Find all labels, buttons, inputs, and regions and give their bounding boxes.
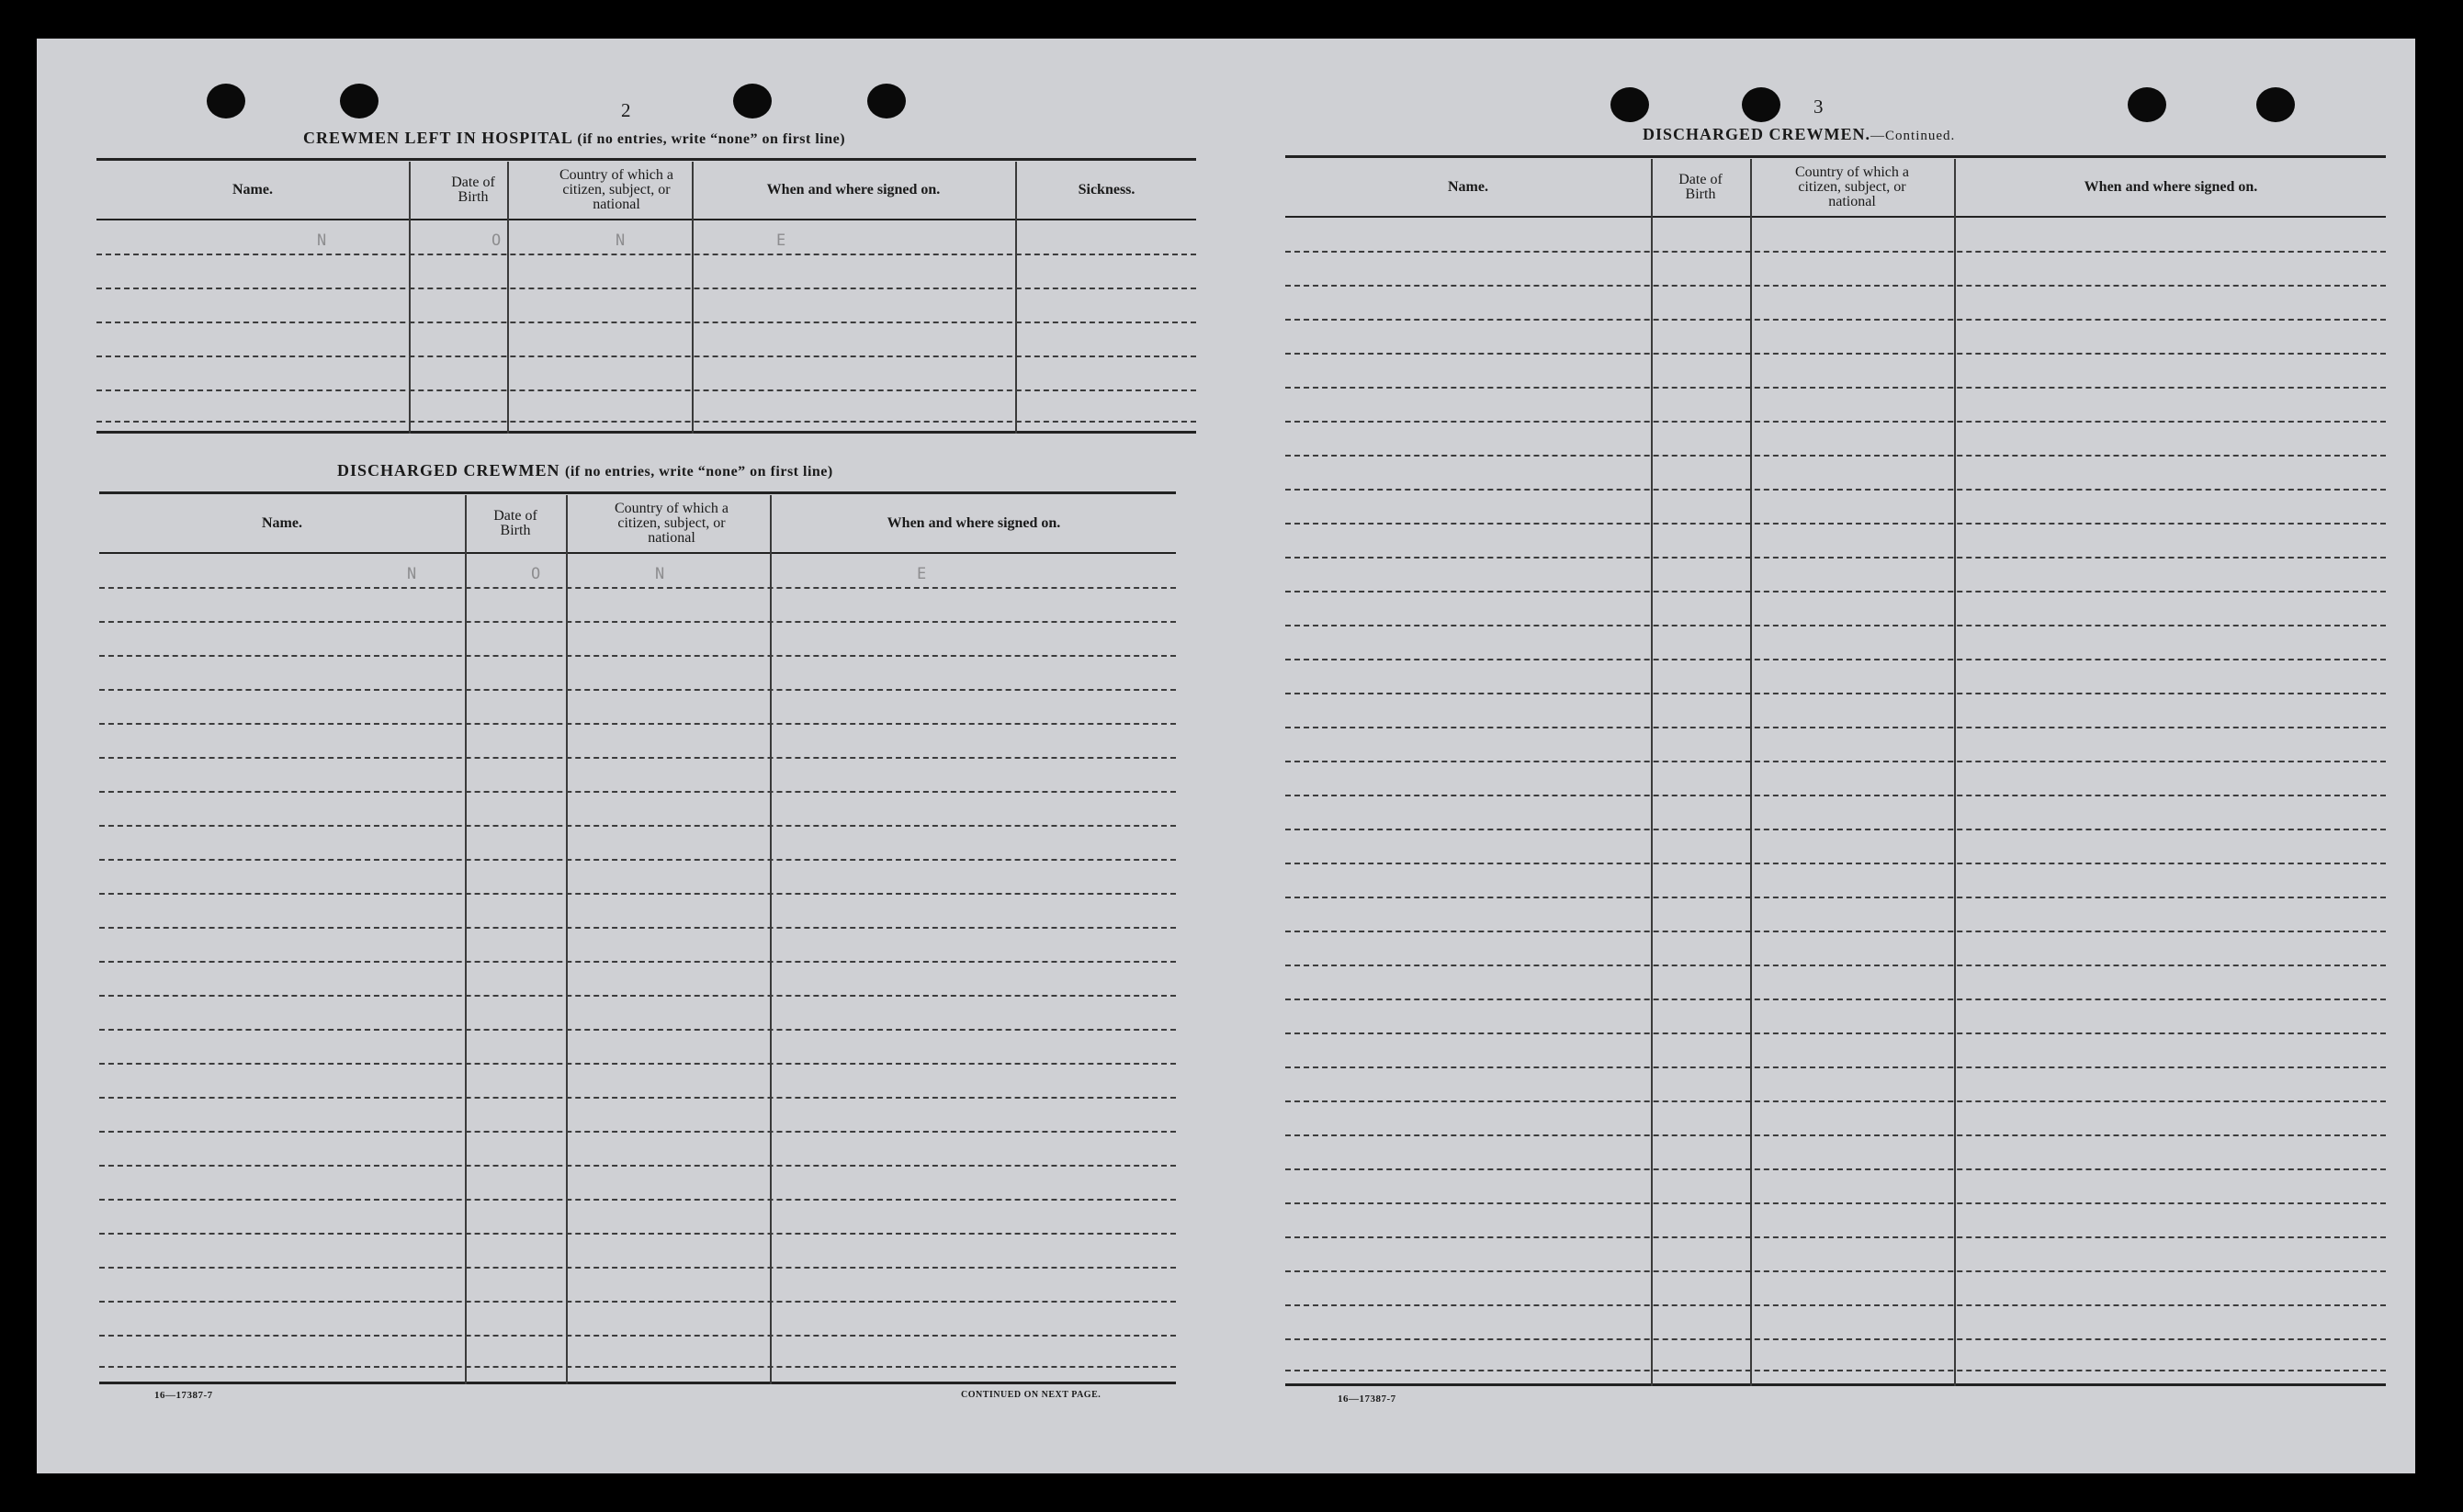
table-row <box>99 1335 1176 1337</box>
table-row <box>99 791 1176 793</box>
table-row <box>1285 1032 2386 1034</box>
table-row <box>1285 1202 2386 1204</box>
table-row <box>99 859 1176 861</box>
table-row <box>99 689 1176 691</box>
hospital-section-title <box>303 129 845 148</box>
table-row <box>1285 1370 2386 1371</box>
table-row <box>99 893 1176 895</box>
table-bottom-rule <box>99 1382 1176 1384</box>
table-top-rule <box>96 158 1196 161</box>
continued-note: CONTINUED ON NEXT PAGE. <box>961 1390 1102 1400</box>
table-row <box>1285 1338 2386 1340</box>
table-row <box>1285 1066 2386 1068</box>
header-name: Name. <box>1448 179 1488 195</box>
table-row <box>1285 829 2386 830</box>
entry-letter: E <box>776 231 786 250</box>
table-row <box>99 1233 1176 1235</box>
table-row <box>1285 455 2386 457</box>
page-number-right: 3 <box>1813 96 1824 118</box>
discharged-title-note: (if no entries, write “none” on first line) <box>565 464 833 480</box>
table-row <box>99 655 1176 657</box>
table-row <box>1285 591 2386 592</box>
discharged-title-text: DISCHARGED CREWMEN <box>337 461 560 480</box>
hospital-title-note: (if no entries, write “none” on first line) <box>577 131 846 147</box>
punch-hole <box>867 84 906 118</box>
punch-hole <box>1742 87 1780 122</box>
entry-letter: O <box>491 231 502 250</box>
continued-title-suffix: —Continued. <box>1870 129 1956 143</box>
page-number-left: 2 <box>621 99 631 121</box>
table-row <box>1285 1304 2386 1306</box>
table-row <box>99 1301 1176 1303</box>
table-row <box>1285 659 2386 660</box>
table-row <box>1285 795 2386 796</box>
entry-letter: N <box>407 565 417 583</box>
table-header-rule <box>1285 216 2386 218</box>
table-row <box>1285 727 2386 728</box>
column-divider <box>465 495 467 1384</box>
table-row <box>1285 863 2386 864</box>
table-header-rule <box>96 219 1196 220</box>
header-sickness: Sickness. <box>1078 182 1135 197</box>
table-bottom-rule <box>96 431 1196 434</box>
table-row <box>99 723 1176 725</box>
column-divider <box>507 162 509 434</box>
table-row <box>1285 1168 2386 1170</box>
table-row <box>99 757 1176 759</box>
discharged-table-right <box>1285 155 2386 1386</box>
entry-letter: O <box>531 565 541 583</box>
table-row <box>99 1267 1176 1269</box>
table-row <box>1285 387 2386 389</box>
column-divider <box>770 495 772 1384</box>
table-row <box>1285 965 2386 966</box>
column-divider <box>566 495 568 1384</box>
hospital-title-text: CREWMEN LEFT IN HOSPITAL <box>303 129 572 147</box>
form-number-right: 16—17387-7 <box>1338 1394 1396 1405</box>
column-divider <box>409 162 411 434</box>
table-row <box>96 389 1196 391</box>
table-row <box>99 825 1176 827</box>
table-row <box>1285 421 2386 423</box>
header-country: Country of which a citizen, subject, or national <box>615 501 729 546</box>
table-row <box>1285 931 2386 932</box>
table-row <box>1285 251 2386 253</box>
table-row <box>99 927 1176 929</box>
table-row <box>1285 999 2386 1000</box>
punch-hole <box>340 84 378 118</box>
table-row <box>96 421 1196 423</box>
header-date-of-birth: Date of Birth <box>451 175 495 205</box>
entry-letter: N <box>655 565 665 583</box>
entry-letter: N <box>317 231 327 250</box>
punch-hole <box>1610 87 1649 122</box>
punch-hole <box>733 84 772 118</box>
entry-letter: N <box>616 231 626 250</box>
table-row <box>99 961 1176 963</box>
header-signed-on: When and where signed on. <box>766 182 941 197</box>
continued-title-text: DISCHARGED CREWMEN. <box>1643 125 1871 143</box>
table-row <box>96 288 1196 289</box>
table-row <box>1285 897 2386 898</box>
table-row <box>99 1165 1176 1167</box>
header-date-of-birth: Date of Birth <box>493 508 537 538</box>
table-row <box>1285 761 2386 762</box>
table-row <box>1285 625 2386 626</box>
table-row <box>1285 557 2386 559</box>
table-row <box>1285 353 2386 355</box>
header-name: Name. <box>232 182 273 197</box>
table-row <box>99 1097 1176 1099</box>
table-row <box>99 1131 1176 1133</box>
table-row <box>1285 1134 2386 1136</box>
table-row <box>99 1029 1176 1031</box>
table-header-rule <box>99 552 1176 554</box>
continued-section-title <box>1643 125 1955 144</box>
table-row <box>99 587 1176 589</box>
table-row <box>1285 1270 2386 1272</box>
hospital-table <box>96 158 1196 434</box>
header-date-of-birth: Date of Birth <box>1678 172 1723 202</box>
table-row <box>99 1199 1176 1201</box>
table-row <box>1285 1100 2386 1102</box>
discharged-table-left <box>99 491 1176 1384</box>
punch-hole <box>2128 87 2166 122</box>
table-row <box>1285 693 2386 694</box>
table-top-rule <box>1285 155 2386 158</box>
form-number-left: 16—17387-7 <box>154 1390 213 1401</box>
header-signed-on: When and where signed on. <box>887 515 1061 531</box>
header-name: Name. <box>262 515 302 531</box>
table-top-rule <box>99 491 1176 494</box>
table-row <box>1285 285 2386 287</box>
punch-hole <box>2256 87 2295 122</box>
table-row <box>1285 1236 2386 1238</box>
header-country: Country of which a citizen, subject, or national <box>559 167 673 212</box>
table-row <box>99 1366 1176 1368</box>
header-signed-on: When and where signed on. <box>2084 179 2258 195</box>
table-row <box>99 1063 1176 1065</box>
table-row <box>99 995 1176 997</box>
table-row <box>99 621 1176 623</box>
table-row <box>96 254 1196 255</box>
table-row <box>96 322 1196 323</box>
table-bottom-rule <box>1285 1383 2386 1386</box>
table-row <box>96 355 1196 357</box>
table-row <box>1285 523 2386 525</box>
entry-letter: E <box>917 565 927 583</box>
table-row <box>1285 489 2386 491</box>
header-country: Country of which a citizen, subject, or national <box>1795 164 1909 209</box>
table-row <box>1285 319 2386 321</box>
document-sheet <box>37 39 2415 1473</box>
punch-hole <box>207 84 245 118</box>
discharged-section-title <box>337 461 833 480</box>
